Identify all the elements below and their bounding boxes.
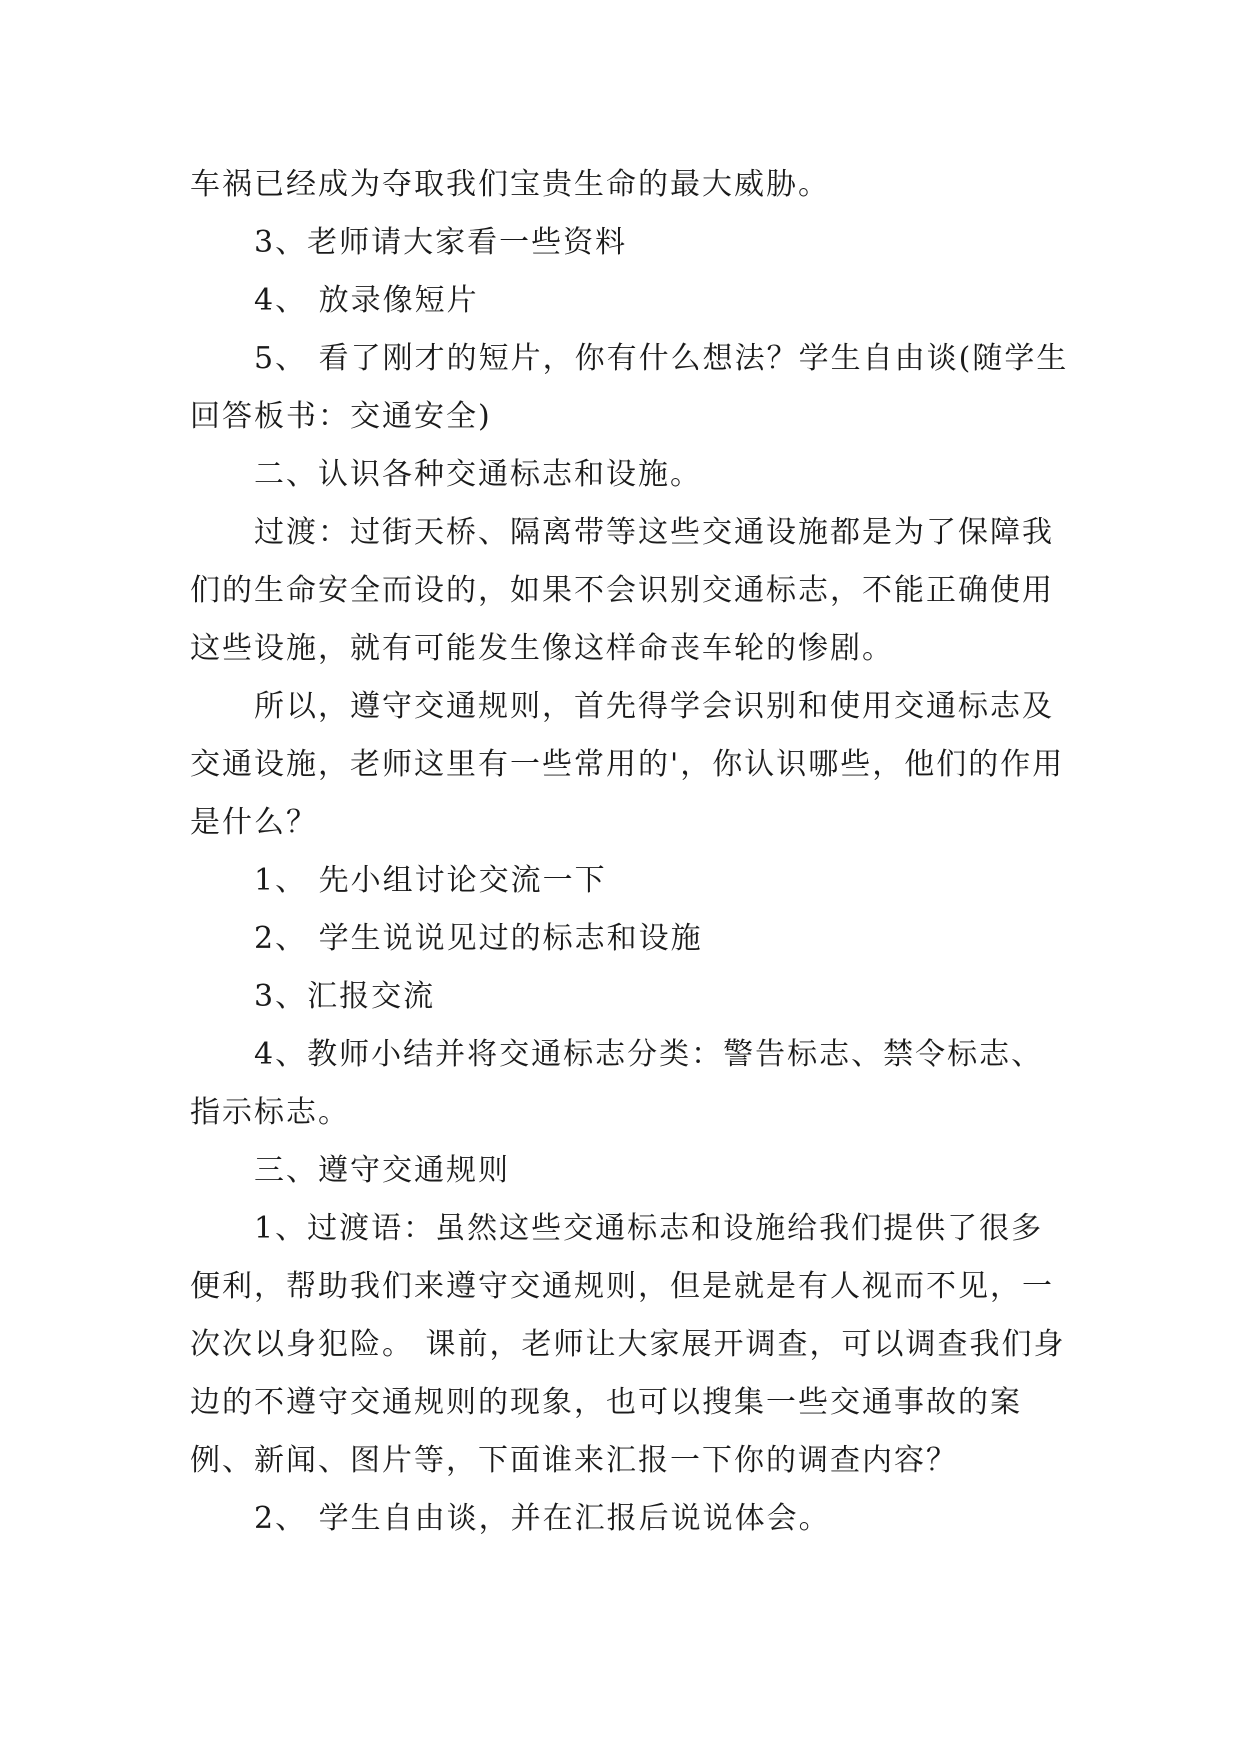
section-heading: 三、遵守交通规则 xyxy=(254,1153,510,1188)
paragraph-continuation: 车祸已经成为夺取我们宝贵生命的最大威胁。 xyxy=(190,167,830,202)
list-item: 2、 学生说说见过的标志和设施 xyxy=(254,921,703,956)
list-item: 4、教师小结并将交通标志分类：警告标志、禁令标志、指示标志。 xyxy=(190,1037,1044,1130)
list-item: 2、 学生自由谈，并在汇报后说说体会。 xyxy=(254,1501,831,1536)
list-item: 3、老师请大家看一些资料 xyxy=(254,225,628,260)
list-item: 4、 放录像短片 xyxy=(254,283,479,318)
section-heading: 二、认识各种交通标志和设施。 xyxy=(254,457,702,492)
list-item: 1、 先小组讨论交流一下 xyxy=(254,863,607,898)
list-item: 3、汇报交流 xyxy=(254,979,436,1014)
list-item: 1、过渡语：虽然这些交通标志和设施给我们提供了很多便利，帮助我们来遵守交通规则，但是就是有人视而不见，一次次以身犯险。 课前，老师让大家展开调查，可以调查我们身边的不遵守交通规则的现象，也可以搜集一些交通事故的案例、新闻、图片等，下面谁来汇报一下你的调查内容？ xyxy=(190,1211,1066,1478)
list-item: 5、 看了刚才的短片，你有什么想法？学生自由谈(随学生回答板书：交通安全) xyxy=(190,341,1069,434)
paragraph: 所以，遵守交通规则，首先得学会识别和使用交通标志及交通设施，老师这里有一些常用的'，你认识哪些，他们的作用是什么？ xyxy=(190,689,1065,840)
paragraph: 过渡：过街天桥、隔离带等这些交通设施都是为了保障我们的生命安全而设的，如果不会识别交通标志，不能正确使用这些设施，就有可能发生像这样命丧车轮的惨剧。 xyxy=(190,515,1054,666)
document-body xyxy=(190,156,1070,1548)
